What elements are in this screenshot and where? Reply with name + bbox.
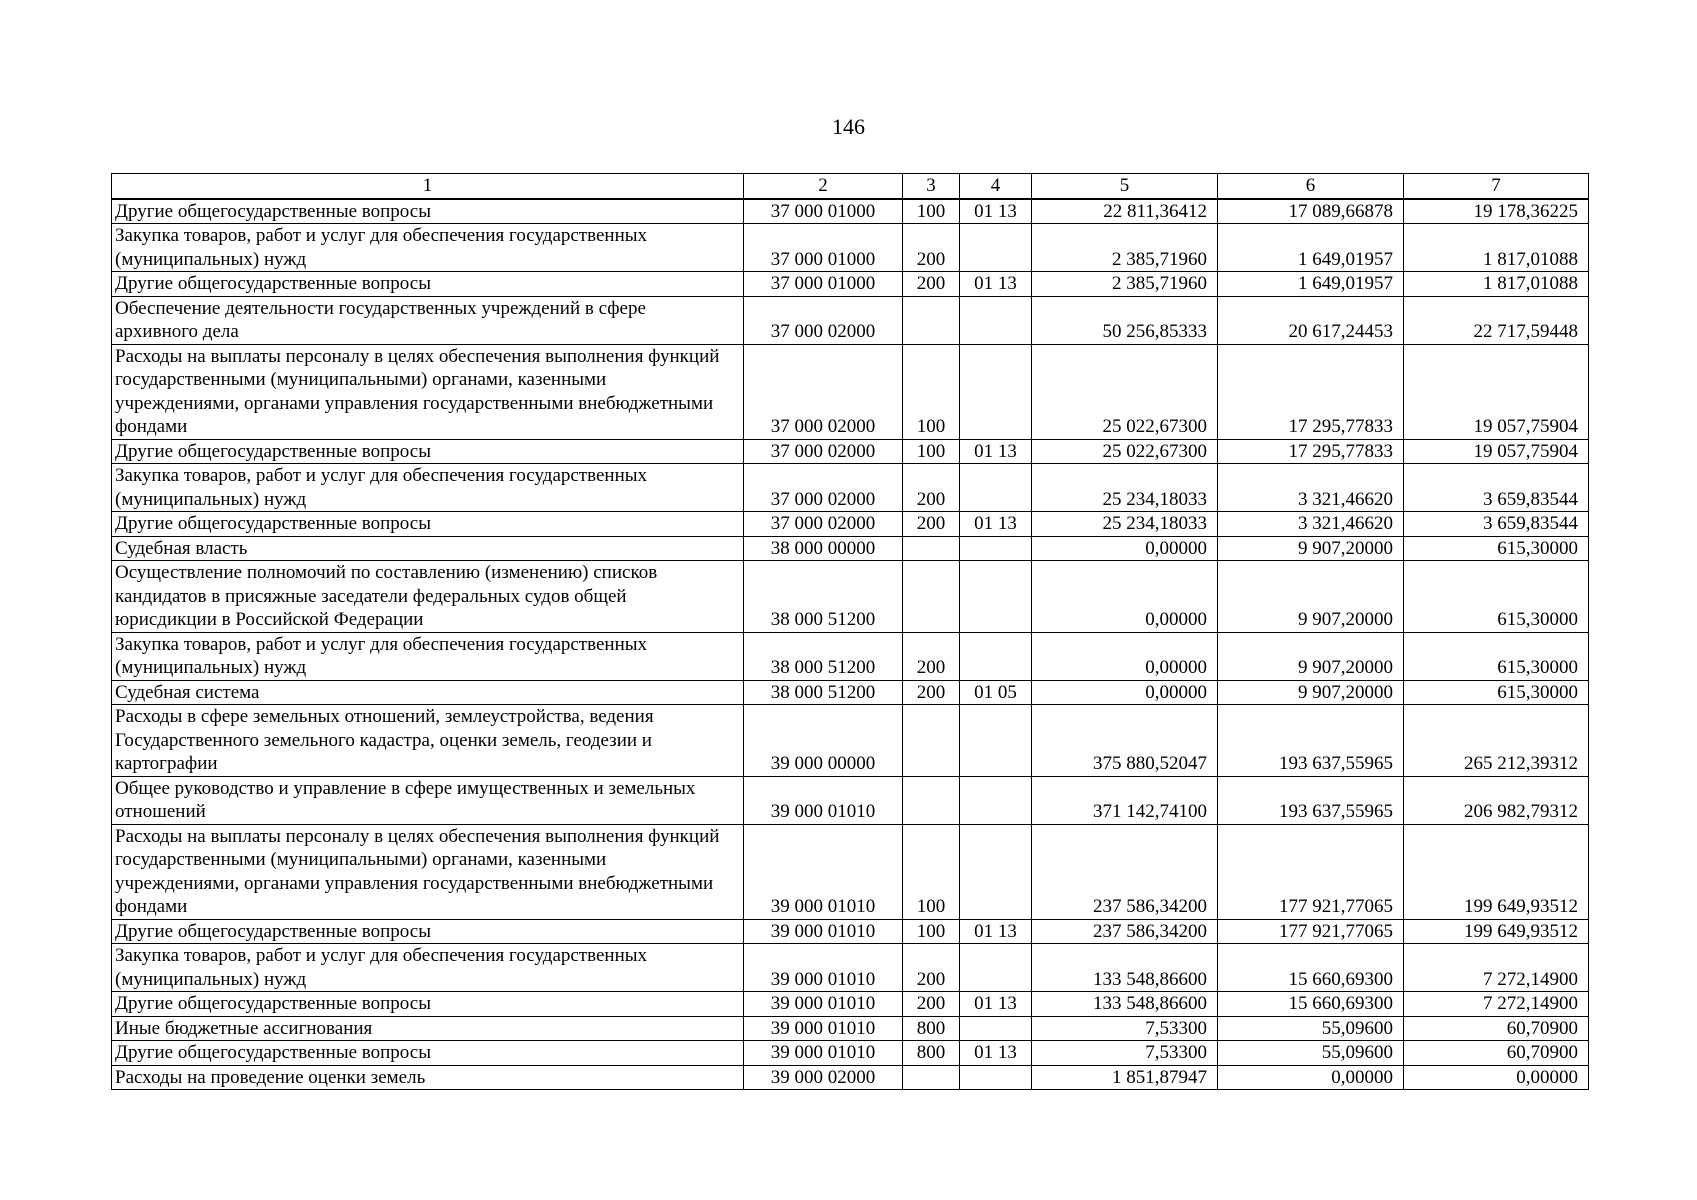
amount-col-6-cell: 9 907,20000 xyxy=(1218,680,1404,705)
table-row xyxy=(112,632,1589,680)
amount-col-6-cell: 17 295,77833 xyxy=(1218,439,1404,464)
amount-col-5-cell: 50 256,85333 xyxy=(1032,296,1218,344)
table-row xyxy=(112,464,1589,512)
amount-col-7-cell: 3 659,83544 xyxy=(1404,464,1589,512)
amount-col-5-cell: 7,53300 xyxy=(1032,1041,1218,1066)
table-row xyxy=(112,776,1589,824)
table-row xyxy=(112,919,1589,944)
amount-col-5-cell: 237 586,34200 xyxy=(1032,919,1218,944)
section-subsection-cell: 01 13 xyxy=(960,199,1032,224)
expense-type-cell: 100 xyxy=(903,824,960,919)
target-article-cell: 37 000 02000 xyxy=(744,439,903,464)
amount-col-7-cell: 60,70900 xyxy=(1404,1041,1589,1066)
target-article-cell: 37 000 01000 xyxy=(744,272,903,297)
table-row xyxy=(112,224,1589,272)
section-subsection-cell xyxy=(960,632,1032,680)
column-number-header xyxy=(112,174,1589,199)
table-row xyxy=(112,680,1589,705)
table-row xyxy=(112,512,1589,537)
amount-col-7-cell: 19 057,75904 xyxy=(1404,344,1589,439)
section-subsection-cell xyxy=(960,1016,1032,1041)
expense-type-cell xyxy=(903,705,960,777)
table-row xyxy=(112,705,1589,777)
table-row xyxy=(112,1065,1589,1090)
amount-col-5-cell: 133 548,86600 xyxy=(1032,944,1218,992)
amount-col-5-cell: 0,00000 xyxy=(1032,680,1218,705)
expense-type-cell: 800 xyxy=(903,1041,960,1066)
amount-col-5-cell: 0,00000 xyxy=(1032,632,1218,680)
section-subsection-cell: 01 13 xyxy=(960,992,1032,1017)
amount-col-7-cell: 7 272,14900 xyxy=(1404,992,1589,1017)
table-row xyxy=(112,824,1589,919)
amount-col-7-cell: 615,30000 xyxy=(1404,632,1589,680)
target-article-cell: 39 000 01010 xyxy=(744,1016,903,1041)
section-subsection-cell: 01 13 xyxy=(960,1041,1032,1066)
row-name-cell: Судебная система xyxy=(112,680,744,705)
amount-col-7-cell: 199 649,93512 xyxy=(1404,824,1589,919)
target-article-cell: 38 000 51200 xyxy=(744,680,903,705)
section-subsection-cell xyxy=(960,776,1032,824)
amount-col-6-cell: 1 649,01957 xyxy=(1218,272,1404,297)
section-subsection-cell: 01 13 xyxy=(960,439,1032,464)
table-row xyxy=(112,992,1589,1017)
amount-col-5-cell: 22 811,36412 xyxy=(1032,199,1218,224)
amount-col-7-cell: 615,30000 xyxy=(1404,561,1589,633)
row-name-cell: Другие общегосударственные вопросы xyxy=(112,272,744,297)
target-article-cell: 37 000 02000 xyxy=(744,464,903,512)
expense-type-cell xyxy=(903,561,960,633)
target-article-cell: 39 000 00000 xyxy=(744,705,903,777)
row-name-cell: Другие общегосударственные вопросы xyxy=(112,512,744,537)
amount-col-7-cell: 1 817,01088 xyxy=(1404,224,1589,272)
page-number: 146 xyxy=(832,114,865,139)
amount-col-7-cell: 615,30000 xyxy=(1404,680,1589,705)
amount-col-5-cell: 2 385,71960 xyxy=(1032,272,1218,297)
amount-col-6-cell: 9 907,20000 xyxy=(1218,632,1404,680)
target-article-cell: 39 000 01010 xyxy=(744,919,903,944)
row-name-cell: Общее руководство и управление в сфере имущественных и земельных отношений xyxy=(112,776,744,824)
amount-col-6-cell: 9 907,20000 xyxy=(1218,536,1404,561)
expense-type-cell: 200 xyxy=(903,272,960,297)
section-subsection-cell xyxy=(960,224,1032,272)
row-name-cell: Судебная власть xyxy=(112,536,744,561)
table-row xyxy=(112,296,1589,344)
target-article-cell: 37 000 01000 xyxy=(744,199,903,224)
expense-type-cell xyxy=(903,296,960,344)
amount-col-7-cell: 19 057,75904 xyxy=(1404,439,1589,464)
section-subsection-cell xyxy=(960,536,1032,561)
amount-col-7-cell: 206 982,79312 xyxy=(1404,776,1589,824)
row-name-cell: Расходы на выплаты персоналу в целях обеспечения выполнения функций государственными (муниципальными) органами, казенными учреждениями, органами управления государственными внебюджетными фондами xyxy=(112,344,744,439)
amount-col-5-cell: 371 142,74100 xyxy=(1032,776,1218,824)
section-subsection-cell: 01 13 xyxy=(960,919,1032,944)
header-col-6: 6 xyxy=(1218,174,1404,199)
amount-col-7-cell: 615,30000 xyxy=(1404,536,1589,561)
section-subsection-cell: 01 13 xyxy=(960,272,1032,297)
expense-type-cell: 200 xyxy=(903,680,960,705)
expense-type-cell xyxy=(903,536,960,561)
table-row xyxy=(112,561,1589,633)
amount-col-6-cell: 177 921,77065 xyxy=(1218,919,1404,944)
header-col-3: 3 xyxy=(903,174,960,199)
section-subsection-cell xyxy=(960,296,1032,344)
amount-col-6-cell: 177 921,77065 xyxy=(1218,824,1404,919)
row-name-cell: Другие общегосударственные вопросы xyxy=(112,1041,744,1066)
amount-col-5-cell: 25 234,18033 xyxy=(1032,464,1218,512)
amount-col-5-cell: 25 234,18033 xyxy=(1032,512,1218,537)
amount-col-5-cell: 133 548,86600 xyxy=(1032,992,1218,1017)
amount-col-7-cell: 22 717,59448 xyxy=(1404,296,1589,344)
table-row xyxy=(112,1016,1589,1041)
section-subsection-cell: 01 13 xyxy=(960,512,1032,537)
amount-col-7-cell: 265 212,39312 xyxy=(1404,705,1589,777)
table-row xyxy=(112,199,1589,224)
amount-col-7-cell: 0,00000 xyxy=(1404,1065,1589,1090)
table-row xyxy=(112,1041,1589,1066)
amount-col-6-cell: 17 089,66878 xyxy=(1218,199,1404,224)
amount-col-7-cell: 199 649,93512 xyxy=(1404,919,1589,944)
amount-col-5-cell: 25 022,67300 xyxy=(1032,344,1218,439)
row-name-cell: Иные бюджетные ассигнования xyxy=(112,1016,744,1041)
table-row xyxy=(112,944,1589,992)
amount-col-6-cell: 15 660,69300 xyxy=(1218,944,1404,992)
target-article-cell: 37 000 02000 xyxy=(744,296,903,344)
target-article-cell: 39 000 01010 xyxy=(744,1041,903,1066)
expense-type-cell xyxy=(903,1065,960,1090)
section-subsection-cell: 01 05 xyxy=(960,680,1032,705)
row-name-cell: Расходы на проведение оценки земель xyxy=(112,1065,744,1090)
target-article-cell: 38 000 51200 xyxy=(744,561,903,633)
row-name-cell: Закупка товаров, работ и услуг для обеспечения государственных (муниципальных) нужд xyxy=(112,944,744,992)
budget-table xyxy=(111,173,1589,1090)
amount-col-5-cell: 375 880,52047 xyxy=(1032,705,1218,777)
header-col-2: 2 xyxy=(744,174,903,199)
amount-col-6-cell: 55,09600 xyxy=(1218,1016,1404,1041)
amount-col-6-cell: 15 660,69300 xyxy=(1218,992,1404,1017)
row-name-cell: Другие общегосударственные вопросы xyxy=(112,439,744,464)
row-name-cell: Расходы на выплаты персоналу в целях обеспечения выполнения функций государственными (муниципальными) органами, казенными учреждениями, органами управления государственными внебюджетными фондами xyxy=(112,824,744,919)
target-article-cell: 37 000 01000 xyxy=(744,224,903,272)
amount-col-6-cell: 17 295,77833 xyxy=(1218,344,1404,439)
target-article-cell: 37 000 02000 xyxy=(744,344,903,439)
table-row xyxy=(112,272,1589,297)
amount-col-6-cell: 3 321,46620 xyxy=(1218,464,1404,512)
section-subsection-cell xyxy=(960,561,1032,633)
expense-type-cell: 100 xyxy=(903,439,960,464)
amount-col-6-cell: 9 907,20000 xyxy=(1218,561,1404,633)
expense-type-cell: 100 xyxy=(903,199,960,224)
amount-col-7-cell: 60,70900 xyxy=(1404,1016,1589,1041)
section-subsection-cell xyxy=(960,705,1032,777)
amount-col-6-cell: 3 321,46620 xyxy=(1218,512,1404,537)
section-subsection-cell xyxy=(960,344,1032,439)
table-row xyxy=(112,439,1589,464)
amount-col-5-cell: 1 851,87947 xyxy=(1032,1065,1218,1090)
target-article-cell: 39 000 01010 xyxy=(744,776,903,824)
amount-col-7-cell: 7 272,14900 xyxy=(1404,944,1589,992)
section-subsection-cell xyxy=(960,1065,1032,1090)
target-article-cell: 38 000 00000 xyxy=(744,536,903,561)
amount-col-5-cell: 7,53300 xyxy=(1032,1016,1218,1041)
row-name-cell: Другие общегосударственные вопросы xyxy=(112,919,744,944)
header-col-1: 1 xyxy=(112,174,744,199)
target-article-cell: 39 000 01010 xyxy=(744,824,903,919)
header-col-5: 5 xyxy=(1032,174,1218,199)
target-article-cell: 39 000 01010 xyxy=(744,992,903,1017)
row-name-cell: Осуществление полномочий по составлению (изменению) списков кандидатов в присяжные заседатели федеральных судов общей юрисдикции в Российской Федерации xyxy=(112,561,744,633)
target-article-cell: 37 000 02000 xyxy=(744,512,903,537)
amount-col-5-cell: 0,00000 xyxy=(1032,561,1218,633)
table-row xyxy=(112,536,1589,561)
row-name-cell: Другие общегосударственные вопросы xyxy=(112,992,744,1017)
amount-col-6-cell: 0,00000 xyxy=(1218,1065,1404,1090)
row-name-cell: Закупка товаров, работ и услуг для обеспечения государственных (муниципальных) нужд xyxy=(112,224,744,272)
target-article-cell: 39 000 01010 xyxy=(744,944,903,992)
expense-type-cell: 200 xyxy=(903,944,960,992)
row-name-cell: Закупка товаров, работ и услуг для обеспечения государственных (муниципальных) нужд xyxy=(112,632,744,680)
section-subsection-cell xyxy=(960,824,1032,919)
amount-col-7-cell: 3 659,83544 xyxy=(1404,512,1589,537)
header-col-4: 4 xyxy=(960,174,1032,199)
expense-type-cell: 100 xyxy=(903,344,960,439)
amount-col-6-cell: 20 617,24453 xyxy=(1218,296,1404,344)
expense-type-cell: 200 xyxy=(903,224,960,272)
row-name-cell: Расходы в сфере земельных отношений, землеустройства, ведения Государственного земельного кадастра, оценки земель, геодезии и картографии xyxy=(112,705,744,777)
amount-col-6-cell: 1 649,01957 xyxy=(1218,224,1404,272)
section-subsection-cell xyxy=(960,464,1032,512)
section-subsection-cell xyxy=(960,944,1032,992)
table-row xyxy=(112,344,1589,439)
amount-col-5-cell: 25 022,67300 xyxy=(1032,439,1218,464)
expense-type-cell: 200 xyxy=(903,992,960,1017)
expense-type-cell: 100 xyxy=(903,919,960,944)
target-article-cell: 39 000 02000 xyxy=(744,1065,903,1090)
amount-col-6-cell: 193 637,55965 xyxy=(1218,776,1404,824)
amount-col-5-cell: 0,00000 xyxy=(1032,536,1218,561)
amount-col-7-cell: 19 178,36225 xyxy=(1404,199,1589,224)
amount-col-6-cell: 55,09600 xyxy=(1218,1041,1404,1066)
amount-col-6-cell: 193 637,55965 xyxy=(1218,705,1404,777)
amount-col-7-cell: 1 817,01088 xyxy=(1404,272,1589,297)
expense-type-cell: 200 xyxy=(903,632,960,680)
row-name-cell: Обеспечение деятельности государственных учреждений в сфере архивного дела xyxy=(112,296,744,344)
expense-type-cell: 200 xyxy=(903,464,960,512)
amount-col-5-cell: 237 586,34200 xyxy=(1032,824,1218,919)
expense-type-cell: 200 xyxy=(903,512,960,537)
target-article-cell: 38 000 51200 xyxy=(744,632,903,680)
expense-type-cell: 800 xyxy=(903,1016,960,1041)
expense-type-cell xyxy=(903,776,960,824)
header-col-7: 7 xyxy=(1404,174,1589,199)
row-name-cell: Закупка товаров, работ и услуг для обеспечения государственных (муниципальных) нужд xyxy=(112,464,744,512)
amount-col-5-cell: 2 385,71960 xyxy=(1032,224,1218,272)
row-name-cell: Другие общегосударственные вопросы xyxy=(112,199,744,224)
